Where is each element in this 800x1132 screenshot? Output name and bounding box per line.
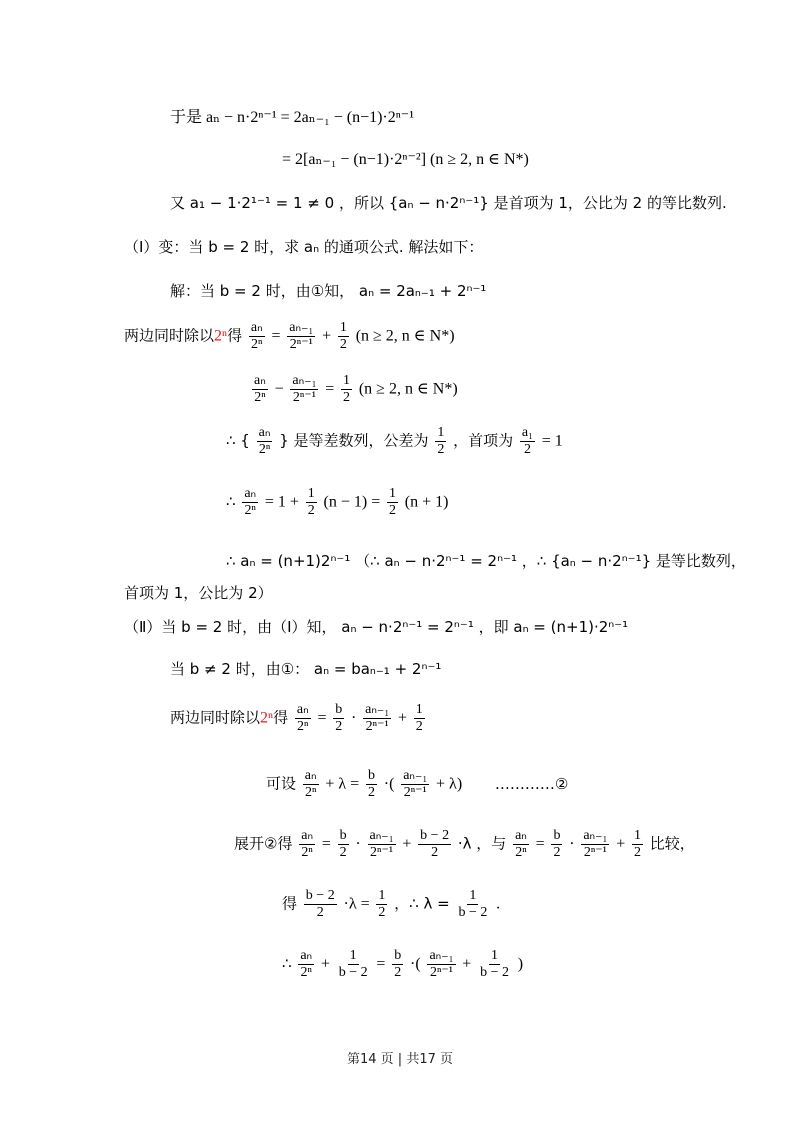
fraction: $\frac{b - 2}{2}$ (305, 888, 335, 921)
result-line (226, 552, 746, 570)
highlight-text: 2ⁿ (260, 709, 274, 727)
fraction: $\frac{1}{2}$ (378, 888, 386, 921)
line-text: ∴ aₙ = (n+1)2ⁿ⁻¹ （∴ aₙ − n·2ⁿ⁻¹ = 2ⁿ⁻¹ ，∴ {aₙ − n·2ⁿ⁻¹} 是等比数列， (226, 552, 746, 570)
general-term-line: ∴ $\frac{\text{aₙ}}{\text{2ⁿ}}$ = 1 + $\frac{1}{2}$ (n − 1) = $\frac{1}{2}$ (n + 1) (226, 486, 449, 519)
line-text: 于是 aₙ − n·2ⁿ⁻¹ = 2aₙ₋₁ − (n−1)·2ⁿ⁻¹ (170, 109, 415, 126)
highlight-text: 2ⁿ (214, 327, 228, 345)
fraction: $\frac{b}{2}$ (394, 948, 402, 981)
difference-line: $\frac{\text{aₙ}}{\text{2ⁿ}}$ − $\frac{\text{aₙ₋₁}}{\text{2ⁿ⁻¹}}$ = $\frac{1}{2}$ (n ≥ 2, n ∈ N*) (254, 373, 458, 406)
line-text: 两边同时除以 (124, 326, 215, 345)
fraction: $\frac{\text{aₙ₋₁}}{\text{2ⁿ⁻¹}}$ (289, 320, 314, 353)
b-not-2-line (170, 660, 441, 678)
derivation-line-1 (170, 108, 414, 127)
expand-line: 展开②得 $\frac{\text{aₙ}}{\text{2ⁿ}}$ = $\frac{b}{2}$ · $\frac{\text{aₙ₋₁}}{\text{2ⁿ⁻¹}}$ + $\frac{b - 2}{2}$ ·λ ，与 $\frac{\text{aₙ}}{\text{2ⁿ}}$ = $\frac{b}{2}$ · $\frac{\text{aₙ₋₁}}{\text{2ⁿ⁻¹}}$ + $\frac{1}{2}$ 比较， (234, 828, 695, 861)
fraction: $\frac{1}{b - 2}$ (480, 948, 509, 981)
fraction: $\frac{b}{2}$ (339, 828, 347, 861)
line-text: 当 b ≠ 2 时，由①： aₙ = baₙ₋₁ + 2ⁿ⁻¹ (170, 660, 442, 678)
fraction: $\frac{1}{2}$ (389, 486, 396, 519)
part-one-heading (124, 238, 483, 256)
final-line: ∴ $\frac{\text{aₙ}}{\text{2ⁿ}}$ + $\frac{1}{b - 2}$ = $\frac{b}{2}$ ·( $\frac{\text{aₙ₋₁}}{\text{2ⁿ⁻¹}}$ + $\frac{1}{b - 2}$ ) (282, 948, 524, 981)
line-text: = 2[aₙ₋₁ − (n−1)·2ⁿ⁻²] (n ≥ 2, n ∈ N*) (282, 151, 529, 168)
lambda-line: 得 $\frac{b - 2}{2}$ ·λ = $\frac{1}{2}$ ，∴ λ = $\frac{1}{b - 2}$ . (282, 888, 501, 921)
divide-line-1: 两边同时除以2ⁿ得 $\frac{\text{aₙ}}{\text{2ⁿ}}$ = $\frac{\text{aₙ₋₁}}{\text{2ⁿ⁻¹}}$ + $\frac{1}{2}$ (n ≥ 2, n ∈ N*) (124, 320, 455, 353)
page-footer: 第14 页 | 共17 页 (347, 1052, 453, 1067)
line-text: 首项为 1，公比为 2） (124, 584, 273, 602)
fraction: $\frac{\text{aₙ}}{\text{2ⁿ}}$ (515, 828, 527, 861)
fraction: $\frac{1}{2}$ (437, 425, 445, 458)
line-text: 得 (227, 326, 243, 345)
fraction: $\frac{\text{aₙ₋₁}}{\text{2ⁿ⁻¹}}$ (403, 768, 428, 801)
solution-line (170, 282, 486, 300)
fraction: $\frac{\text{aₙ}}{\text{2ⁿ}}$ (254, 373, 266, 406)
fraction: $\frac{b}{2}$ (367, 768, 375, 801)
result-continuation (124, 584, 273, 602)
fraction: $\frac{\text{aₙ}}{\text{2ⁿ}}$ (301, 828, 314, 861)
line-text: （Ⅰ）变：当 b = 2 时，求 aₙ 的通项公式. 解法如下： (124, 238, 484, 256)
fraction: $\frac{\text{aₙ}}{\text{2ⁿ}}$ (250, 320, 263, 353)
line-text: 解：当 b = 2 时，由①知， aₙ = 2aₙ₋₁ + 2ⁿ⁻¹ (170, 282, 487, 300)
fraction: $\frac{1}{2}$ (339, 320, 347, 353)
part-two-line (124, 618, 628, 636)
fraction: $\frac{1}{b - 2}$ (458, 888, 488, 921)
fraction: $\frac{\text{aₙ}}{\text{2ⁿ}}$ (258, 425, 271, 458)
fraction: $\frac{\text{aₙ₋₁}}{\text{2ⁿ⁻¹}}$ (292, 373, 317, 406)
arithmetic-sequence-line: ∴ { $\frac{\text{aₙ}}{\text{2ⁿ}}$ } 是等差数列，公差为 $\frac{1}{2}$ ，首项为 $\frac{\text{a₁}}{2}$ = 1 (226, 425, 563, 458)
condition: (n ≥ 2, n ∈ N*) (355, 327, 455, 345)
fraction: $\frac{b}{2}$ (553, 828, 561, 861)
fraction: $\frac{b - 2}{2}$ (420, 828, 450, 861)
equation-tag: …………② (494, 774, 569, 793)
fraction: $\frac{\text{a₁}}{2}$ (521, 425, 533, 458)
fraction: $\frac{b}{2}$ (335, 702, 343, 735)
fraction: $\frac{1}{b - 2}$ (338, 948, 368, 981)
fraction: $\frac{\text{aₙ}}{\text{2ⁿ}}$ (304, 768, 317, 801)
fraction: $\frac{\text{aₙ₋₁}}{\text{2ⁿ⁻¹}}$ (365, 702, 390, 735)
line-text: （Ⅱ）当 b = 2 时，由（Ⅰ）知， aₙ − n·2ⁿ⁻¹ = 2ⁿ⁻¹ ，即 aₙ = (n+1)·2ⁿ⁻¹ (124, 618, 629, 636)
fraction: $\frac{1}{2}$ (415, 702, 423, 735)
fraction: $\frac{\text{aₙ}}{\text{2ⁿ}}$ (244, 486, 257, 519)
conclusion-line (170, 194, 727, 212)
fraction: $\frac{\text{aₙ}}{\text{2ⁿ}}$ (300, 948, 313, 981)
fraction: $\frac{\text{aₙ}}{\text{2ⁿ}}$ (296, 702, 309, 735)
divide-line-2: 两边同时除以2ⁿ得 $\frac{\text{aₙ}}{\text{2ⁿ}}$ = $\frac{b}{2}$ · $\frac{\text{aₙ₋₁}}{\text{2ⁿ⁻¹}}$ + $\frac{1}{2}$ (170, 702, 423, 735)
fraction: $\frac{\text{aₙ₋₁}}{\text{2ⁿ⁻¹}}$ (583, 828, 608, 861)
condition: (n ≥ 2, n ∈ N*) (358, 380, 458, 398)
fraction: $\frac{1}{2}$ (634, 828, 641, 861)
fraction: $\frac{\text{aₙ₋₁}}{\text{2ⁿ⁻¹}}$ (369, 828, 394, 861)
fraction: $\frac{1}{2}$ (307, 486, 315, 519)
line-text: 又 a₁ − 1·2¹⁻¹ = 1 ≠ 0 ，所以 {aₙ − n·2ⁿ⁻¹} 是首项为 1，公比为 2 的等比数列. (170, 194, 727, 212)
fraction: $\frac{1}{2}$ (343, 373, 351, 406)
derivation-line-2 (282, 150, 529, 169)
fraction: $\frac{\text{aₙ₋₁}}{\text{2ⁿ⁻¹}}$ (429, 948, 454, 981)
assume-line: 可设 $\frac{\text{aₙ}}{\text{2ⁿ}}$ + λ = $\frac{b}{2}$ ·( $\frac{\text{aₙ₋₁}}{\text{2ⁿ⁻¹}}$ + λ) …………② (266, 768, 569, 801)
